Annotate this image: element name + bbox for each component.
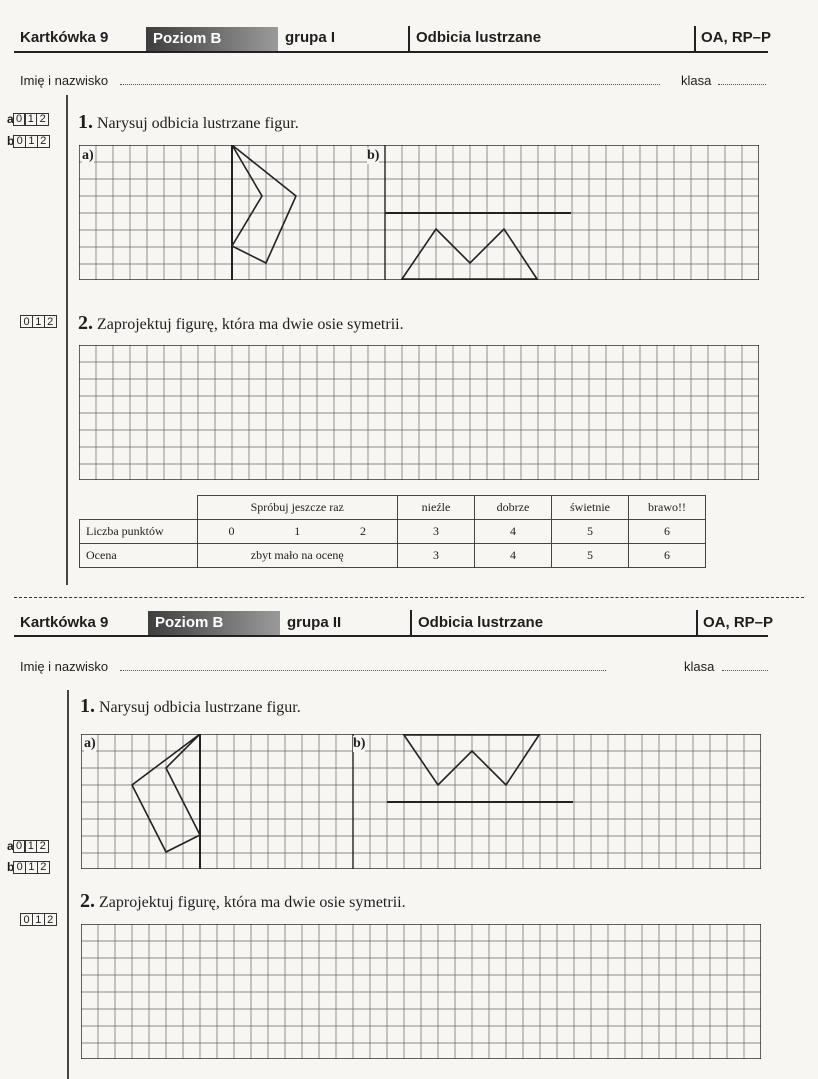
header-cell: nieźle	[398, 496, 475, 520]
part-a-label: a)	[84, 736, 96, 751]
class-label: klasa	[681, 73, 712, 88]
score-1[interactable]: 1	[32, 913, 45, 926]
score-letter: b	[7, 860, 15, 874]
score-1[interactable]: 1	[24, 840, 37, 853]
curriculum-code: OA, RP–P	[701, 29, 772, 46]
score-0[interactable]: 0	[20, 315, 33, 328]
class-field[interactable]	[718, 84, 766, 85]
question-text: Zaprojektuj figurę, która ma dwie osie symetrii.	[97, 316, 404, 333]
score-0[interactable]: 0	[20, 913, 33, 926]
header-separator	[410, 610, 412, 635]
question-1	[78, 111, 299, 134]
name-field[interactable]	[120, 84, 660, 85]
score-0[interactable]: 0	[13, 135, 26, 148]
score-0[interactable]: 0	[13, 840, 26, 853]
grading-scale-table	[79, 495, 706, 568]
curriculum-code: OA, RP–P	[703, 614, 774, 631]
table-row	[80, 496, 706, 520]
class-field[interactable]	[722, 670, 768, 671]
question-text: Zaprojektuj figurę, która ma dwie osie symetrii.	[99, 894, 406, 911]
grade-cell: 4	[475, 544, 552, 568]
score-2[interactable]: 2	[37, 135, 50, 148]
name-label: Imię i nazwisko	[20, 73, 109, 88]
score-box-q1b[interactable]	[7, 860, 50, 874]
part-b-label: b)	[353, 736, 366, 751]
score-box-q1b[interactable]	[7, 134, 50, 148]
grade-cell: 3	[398, 544, 475, 568]
class-label: klasa	[684, 659, 715, 674]
score-box-q1a[interactable]	[7, 112, 49, 126]
grade-cell: 6	[629, 544, 706, 568]
header-cell: świetnie	[552, 496, 629, 520]
points-cell: 3	[398, 520, 475, 544]
question-number: 1.	[80, 695, 95, 717]
group-label: grupa I	[285, 29, 336, 46]
topic-label: Odbicia lustrzane	[418, 614, 544, 631]
question-text: Narysuj odbicia lustrzane figur.	[97, 115, 299, 132]
grid-q2-group2[interactable]	[81, 924, 761, 1059]
quiz-title: Kartkówka 9	[20, 614, 109, 631]
header-cell: Spróbuj jeszcze raz	[197, 496, 398, 520]
score-1[interactable]: 1	[25, 861, 38, 874]
score-letter: b	[7, 134, 15, 148]
question-2	[80, 890, 406, 913]
score-2[interactable]: 2	[36, 840, 49, 853]
header-cell: brawo!!	[629, 496, 706, 520]
grade-cell: zbyt mało na ocenę	[197, 544, 398, 568]
row-label: Ocena	[80, 544, 198, 568]
name-field[interactable]	[120, 670, 606, 671]
points-cell: 2	[329, 520, 398, 544]
score-0[interactable]: 0	[13, 113, 26, 126]
group-label: grupa II	[287, 614, 342, 631]
figure-b	[404, 735, 539, 785]
question-number: 2.	[80, 890, 95, 912]
header-separator	[696, 610, 698, 635]
header-separator	[408, 26, 410, 51]
table-row	[80, 544, 706, 568]
grid-q2-group1[interactable]	[79, 345, 759, 480]
level-badge: Poziom B	[148, 611, 280, 635]
score-box-q2[interactable]	[18, 913, 57, 926]
header-cell: dobrze	[475, 496, 552, 520]
score-0[interactable]: 0	[13, 861, 26, 874]
topic-label: Odbicia lustrzane	[416, 29, 542, 46]
score-1[interactable]: 1	[24, 113, 37, 126]
score-2[interactable]: 2	[44, 913, 57, 926]
quiz-title: Kartkówka 9	[20, 29, 109, 46]
score-2[interactable]: 2	[44, 315, 57, 328]
grid-q1-group1[interactable]	[79, 145, 759, 280]
score-letter: a	[7, 839, 14, 853]
header-separator	[694, 26, 696, 51]
score-box-q2[interactable]	[18, 315, 57, 328]
score-2[interactable]: 2	[36, 113, 49, 126]
grade-cell: 5	[552, 544, 629, 568]
question-2	[78, 312, 404, 335]
cut-line	[14, 597, 804, 598]
figure-a	[232, 145, 296, 263]
question-1	[80, 695, 301, 718]
part-b-label: b)	[367, 148, 380, 163]
score-box-q1a[interactable]	[7, 839, 49, 853]
points-cell: 5	[552, 520, 629, 544]
header-rule	[14, 635, 768, 637]
score-2[interactable]: 2	[37, 861, 50, 874]
margin-rule	[67, 690, 69, 1079]
figure-b	[402, 229, 537, 279]
question-number: 1.	[78, 111, 93, 133]
level-badge: Poziom B	[146, 27, 278, 51]
score-letter: a	[7, 112, 14, 126]
question-text: Narysuj odbicia lustrzane figur.	[99, 699, 301, 716]
part-a-label: a)	[82, 148, 94, 163]
row-label: Liczba punktów	[80, 520, 198, 544]
question-number: 2.	[78, 312, 93, 334]
header-rule	[14, 51, 768, 53]
points-cell: 0	[197, 520, 266, 544]
score-1[interactable]: 1	[32, 315, 45, 328]
margin-rule	[66, 95, 68, 585]
table-row	[80, 520, 706, 544]
name-label: Imię i nazwisko	[20, 659, 109, 674]
grid-q1-group2[interactable]	[81, 734, 761, 869]
points-cell: 6	[629, 520, 706, 544]
points-cell: 4	[475, 520, 552, 544]
points-cell: 1	[266, 520, 329, 544]
score-1[interactable]: 1	[25, 135, 38, 148]
